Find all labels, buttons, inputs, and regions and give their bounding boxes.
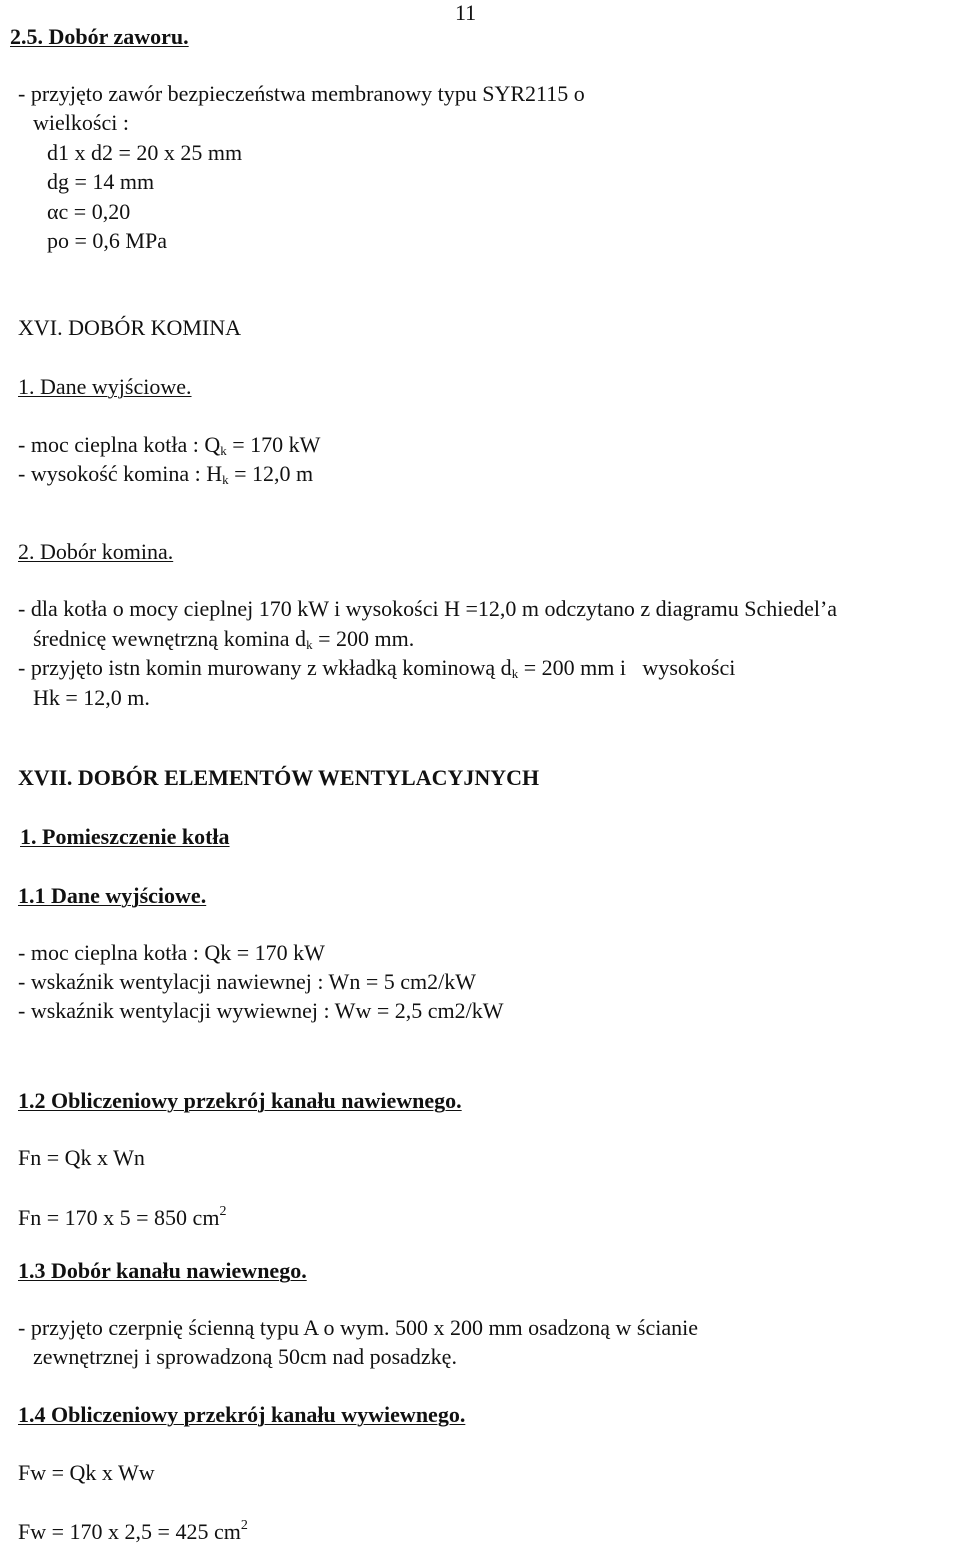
chimney-height-subscript: k (222, 472, 229, 487)
valve-param-pressure: po = 0,6 MPa (47, 228, 167, 253)
exhaust-duct-formula: Fw = Qk x Ww (18, 1460, 155, 1485)
supply-ventilation-index: - wskaźnik wentylacji nawiewnej : Wn = 5 cm2/kW (18, 969, 476, 994)
chimney-boiler-power-prefix: - moc cieplna kotła : Q (18, 432, 221, 457)
chimney-liner-prefix: - przyjęto istn komin murowany z wkładką kominową d (18, 655, 512, 680)
exhaust-duct-result (18, 1519, 248, 1543)
boiler-room-heading: 1. Pomieszczenie kotła (20, 824, 230, 849)
chimney-section-heading: XVI. DOBÓR KOMINA (18, 315, 242, 340)
valve-line-1: - przyjęto zawór bezpieczeństwa membranowy typu SYR2115 o (18, 81, 585, 106)
chimney-boiler-power-value: = 170 kW (226, 432, 321, 457)
valve-param-alpha: αc = 0,20 (47, 199, 131, 224)
valve-param-dg: dg = 14 mm (47, 169, 155, 194)
chimney-liner-value: = 200 mm i wysokości (518, 655, 736, 680)
exhaust-duct-result-superscript: 2 (240, 1518, 248, 1533)
supply-duct-selection-line-2: zewnętrznej i sprowadzoną 50cm nad posadzkę. (33, 1344, 457, 1369)
supply-duct-result-text: Fn = 170 x 5 = 850 cm (18, 1205, 220, 1230)
chimney-diameter-subscript: k (306, 637, 313, 652)
chimney-height-value: = 12,0 m (228, 461, 314, 486)
supply-duct-calc-heading: 1.2 Obliczeniowy przekrój kanału nawiewnego. (18, 1088, 462, 1113)
chimney-selection-line-2 (33, 628, 414, 651)
chimney-selection-heading: 2. Dobór komina. (18, 539, 174, 564)
chimney-boiler-power (18, 434, 320, 457)
chimney-selection-line-3 (18, 657, 735, 680)
chimney-selection-line-1: - dla kotła o mocy cieplnej 170 kW i wysokości H =12,0 m odczytano z diagramu Schiedel’a (18, 596, 838, 621)
exhaust-duct-calc-heading: 1.4 Obliczeniowy przekrój kanału wywiewnego. (18, 1402, 466, 1427)
supply-duct-selection-heading: 1.3 Dobór kanału nawiewnego. (18, 1258, 307, 1283)
ventilation-input-data-heading: 1.1 Dane wyjściowe. (18, 883, 207, 908)
chimney-input-data-heading: 1. Dane wyjściowe. (18, 374, 192, 399)
supply-duct-formula: Fn = Qk x Wn (18, 1145, 145, 1170)
exhaust-ventilation-index: - wskaźnik wentylacji wywiewnej : Ww = 2,5 cm2/kW (18, 998, 504, 1023)
chimney-diameter-value: = 200 mm. (312, 626, 415, 651)
supply-duct-selection-line-1: - przyjęto czerpnię ścienną typu A o wym. 500 x 200 mm osadzoną w ścianie (18, 1315, 698, 1340)
page-number: 11 (455, 0, 477, 25)
chimney-liner-subscript: k (511, 666, 519, 681)
supply-duct-result-superscript: 2 (219, 1204, 227, 1219)
valve-line-2: wielkości : (33, 110, 129, 135)
ventilation-boiler-power: - moc cieplna kotła : Qk = 170 kW (18, 940, 325, 965)
valve-param-diameters: d1 x d2 = 20 x 25 mm (47, 140, 243, 165)
supply-duct-result (18, 1205, 226, 1229)
ventilation-section-heading: XVII. DOBÓR ELEMENTÓW WENTYLACYJNYCH (18, 765, 540, 790)
valve-selection-heading: 2.5. Dobór zaworu. (10, 24, 189, 49)
chimney-height-prefix: - wysokość komina : H (18, 461, 223, 486)
chimney-diameter-prefix: średnicę wewnętrzną komina d (33, 626, 307, 651)
exhaust-duct-result-text: Fw = 170 x 2,5 = 425 cm (18, 1519, 241, 1544)
chimney-height (18, 463, 313, 486)
chimney-boiler-power-subscript: k (220, 443, 227, 458)
chimney-selection-line-4: Hk = 12,0 m. (33, 685, 150, 710)
